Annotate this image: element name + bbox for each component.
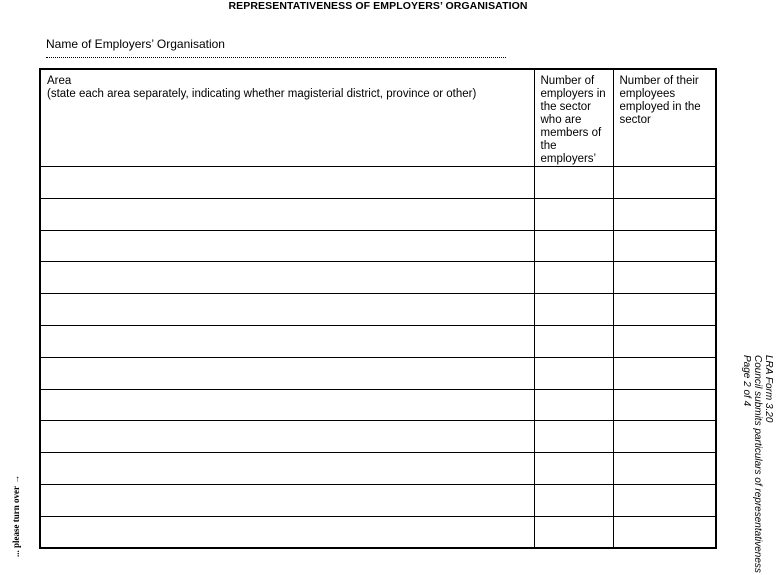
employers-count-cell[interactable] [534,262,613,294]
table-row [40,294,716,326]
area-cell[interactable] [40,325,534,357]
employees-count-cell[interactable] [613,198,716,230]
please-turn-over-note: ... please turn over → [11,474,21,557]
form-side-note [741,355,774,573]
table-row [40,262,716,294]
employees-count-cell[interactable] [613,294,716,326]
employers-count-cell[interactable] [534,230,613,262]
area-cell[interactable] [40,421,534,453]
employers-count-cell[interactable] [534,421,613,453]
header-number-of-employers [534,69,613,167]
header-number-of-employers-label: Number of employers in the sector who are members of the employers’ [540,75,606,165]
area-cell[interactable] [40,230,534,262]
employers-count-cell[interactable] [534,294,613,326]
form-description: Council submits particulars of representativeness [752,355,763,573]
employers-count-cell[interactable] [534,198,613,230]
employers-count-cell[interactable] [534,453,613,485]
organisation-name-label: Name of Employers’ Organisation [46,37,225,51]
form-number: LRA Form 3.20 [763,355,774,423]
employees-count-cell[interactable] [613,389,716,421]
employers-count-cell[interactable] [534,389,613,421]
area-cell[interactable] [40,167,534,199]
area-cell[interactable] [40,484,534,516]
table-row [40,230,716,262]
page-title: REPRESENTATIVENESS OF EMPLOYERS’ ORGANISATION [228,0,528,12]
table-row [40,421,716,453]
employees-count-cell[interactable] [613,453,716,485]
table-row [40,389,716,421]
employees-count-cell[interactable] [613,421,716,453]
table-row [40,453,716,485]
table-body [40,167,716,549]
employers-count-cell[interactable] [534,484,613,516]
area-cell[interactable] [40,357,534,389]
employees-count-cell[interactable] [613,357,716,389]
header-area-instruction: (state each area separately, indicating whether magisterial district, province or other) [47,88,477,100]
employees-count-cell[interactable] [613,516,716,548]
employees-count-cell[interactable] [613,484,716,516]
table-row [40,325,716,357]
header-area [40,69,534,167]
header-number-of-employees [613,69,716,167]
organisation-name-field[interactable] [46,57,506,58]
employers-count-cell[interactable] [534,167,613,199]
employees-count-cell[interactable] [613,262,716,294]
employees-count-cell[interactable] [613,230,716,262]
table-row [40,357,716,389]
table-header-row [40,69,716,167]
table-row [40,167,716,199]
area-cell[interactable] [40,453,534,485]
header-number-of-employees-label: Number of their employees employed in the sector [619,75,701,126]
table-row [40,198,716,230]
area-cell[interactable] [40,516,534,548]
area-cell[interactable] [40,389,534,421]
area-cell[interactable] [40,262,534,294]
area-cell[interactable] [40,198,534,230]
representativeness-table [39,68,717,549]
employers-count-cell[interactable] [534,516,613,548]
header-area-label: Area [47,75,72,87]
employers-count-cell[interactable] [534,357,613,389]
employees-count-cell[interactable] [613,325,716,357]
employees-count-cell[interactable] [613,167,716,199]
table-row [40,484,716,516]
form-page-number: Page 2 of 4 [741,355,752,407]
employers-count-cell[interactable] [534,325,613,357]
table-row [40,516,716,548]
area-cell[interactable] [40,294,534,326]
